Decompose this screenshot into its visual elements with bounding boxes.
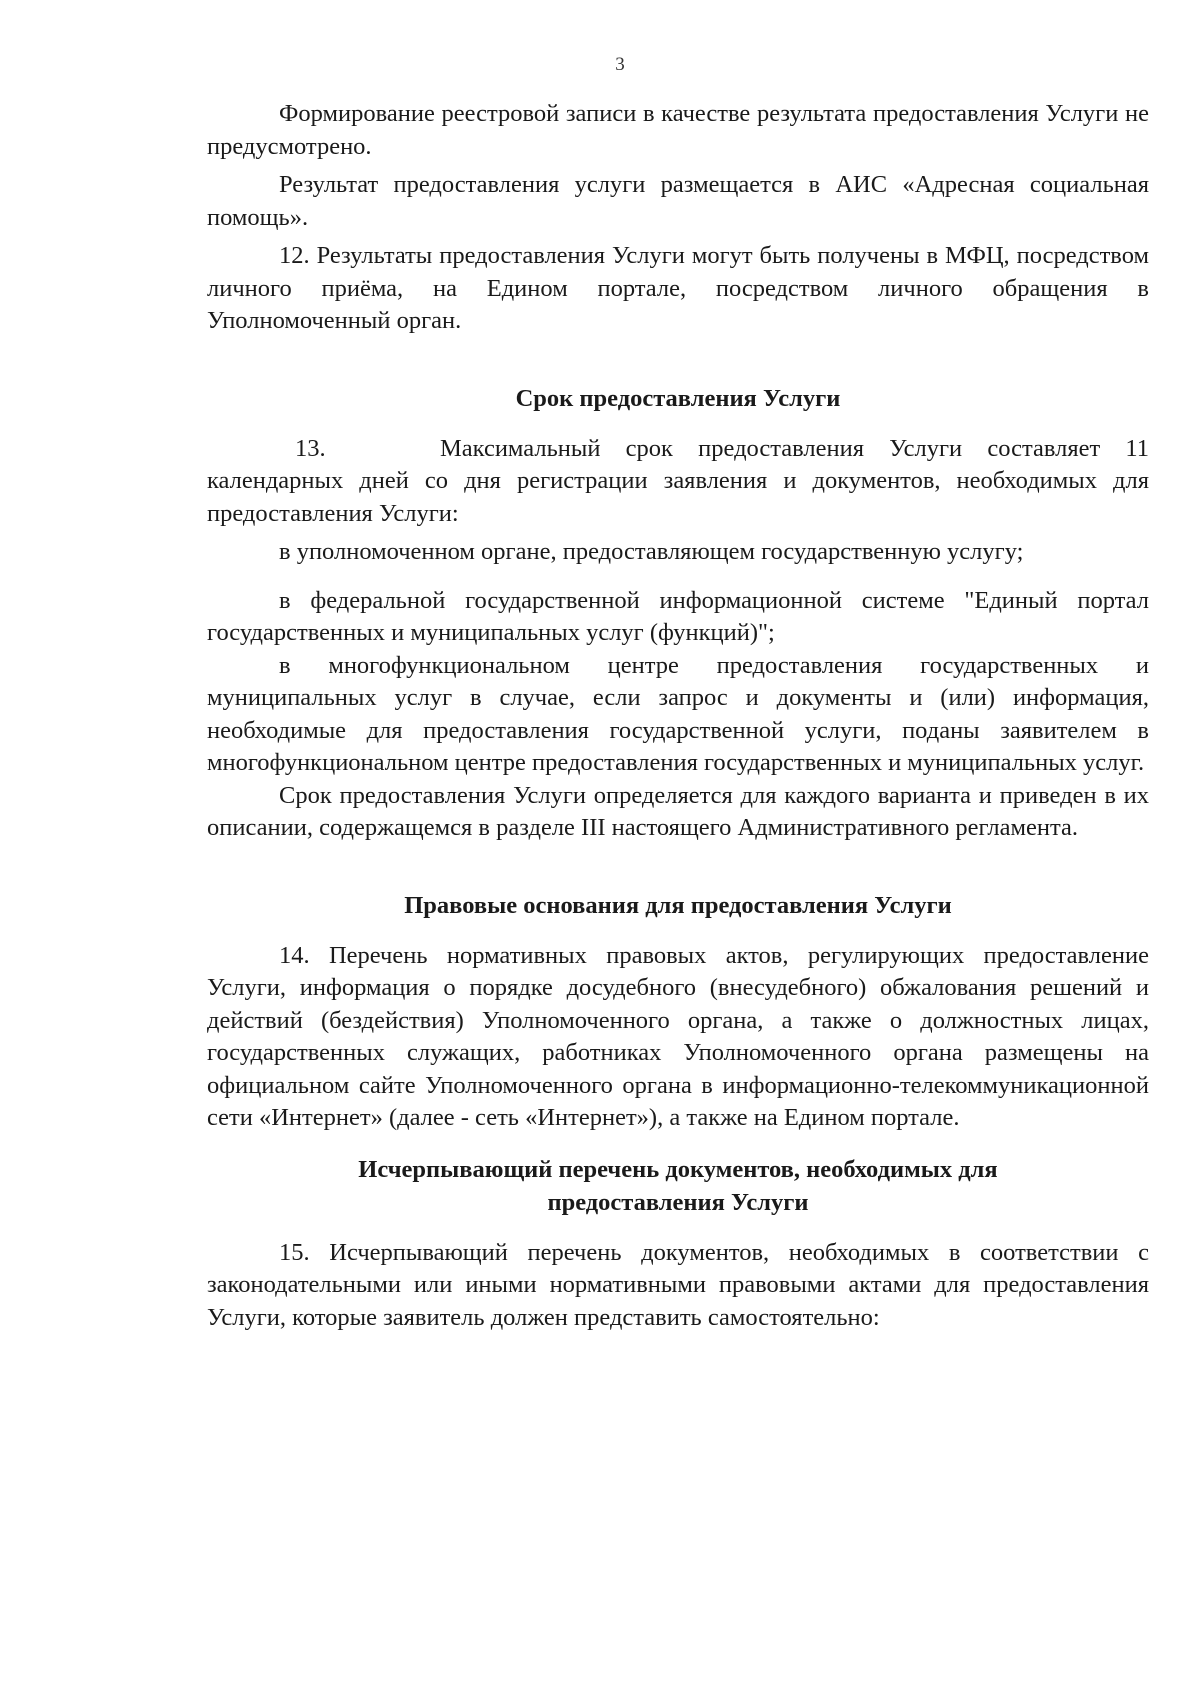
paragraph-result-placement: Результат предоставления услуги размещается в АИС «Адресная социальная помощь».: [207, 171, 1149, 231]
list-item-mfc: в многофункциональном центре предоставления государственных и муниципальных услуг в случае, если запрос и документы и (или) информация, необходимые для предоставления государственной услуги, поданы заявителем в многофункциональном центре предоставления государственных и муниципальных услуг.: [207, 651, 1149, 776]
list-item-federal-portal: в федеральной государственной информационной системе "Единый портал государственных и муниципальных услуг (функций)";: [207, 586, 1149, 646]
heading-documents-line1: Исчерпывающий перечень документов, необходимых для: [358, 1155, 998, 1183]
heading-legal-basis: Правовые основания для предоставления Услуги: [404, 891, 952, 919]
paragraph-item-13: [207, 433, 1149, 531]
item-13-number: 13.: [295, 434, 326, 462]
item-13-text: Максимальный срок предоставления Услуги составляет 11 календарных дней со дня регистрации заявления и документов, необходимых для предоставления Услуги:: [207, 434, 1149, 527]
page-number: 3: [615, 54, 625, 75]
list-item-authorized-body: в уполномоченном органе, предоставляющем государственную услугу;: [279, 538, 1024, 565]
paragraph-registry: Формирование реестровой записи в качестве результата предоставления Услуги не предусмотрено.: [207, 100, 1149, 160]
paragraph-term-variants: Срок предоставления Услуги определяется для каждого варианта и приведен в их описании, содержащемся в разделе III настоящего Административного регламента.: [207, 781, 1149, 841]
heading-documents: [207, 1153, 1149, 1219]
document-body: [207, 98, 1149, 1334]
paragraph-item-12: 12. Результаты предоставления Услуги могут быть получены в МФЦ, посредством личного приёма, на Едином портале, посредством личного обращения в Уполномоченный орган.: [207, 242, 1149, 334]
paragraph-item-15: 15. Исчерпывающий перечень документов, необходимых в соответствии с законодательными или иными нормативными правовыми актами для предоставления Услуги, которые заявитель должен представить самостоятельно:: [207, 1238, 1149, 1331]
paragraph-item-14: 14. Перечень нормативных правовых актов, регулирующих предоставление Услуги, информация о порядке досудебного (внесудебного) обжалования решений и действий (бездействия) Уполномоченного органа, а также о должностных лицах, государственных служащих, работниках Уполномоченного органа размещены на официальном сайте Уполномоченного органа в информационно-телекоммуникационной сети «Интернет» (далее - сеть «Интернет»), а также на Едином портале.: [207, 941, 1149, 1131]
heading-documents-line2: предоставления Услуги: [547, 1188, 809, 1216]
heading-term: Срок предоставления Услуги: [515, 384, 841, 412]
